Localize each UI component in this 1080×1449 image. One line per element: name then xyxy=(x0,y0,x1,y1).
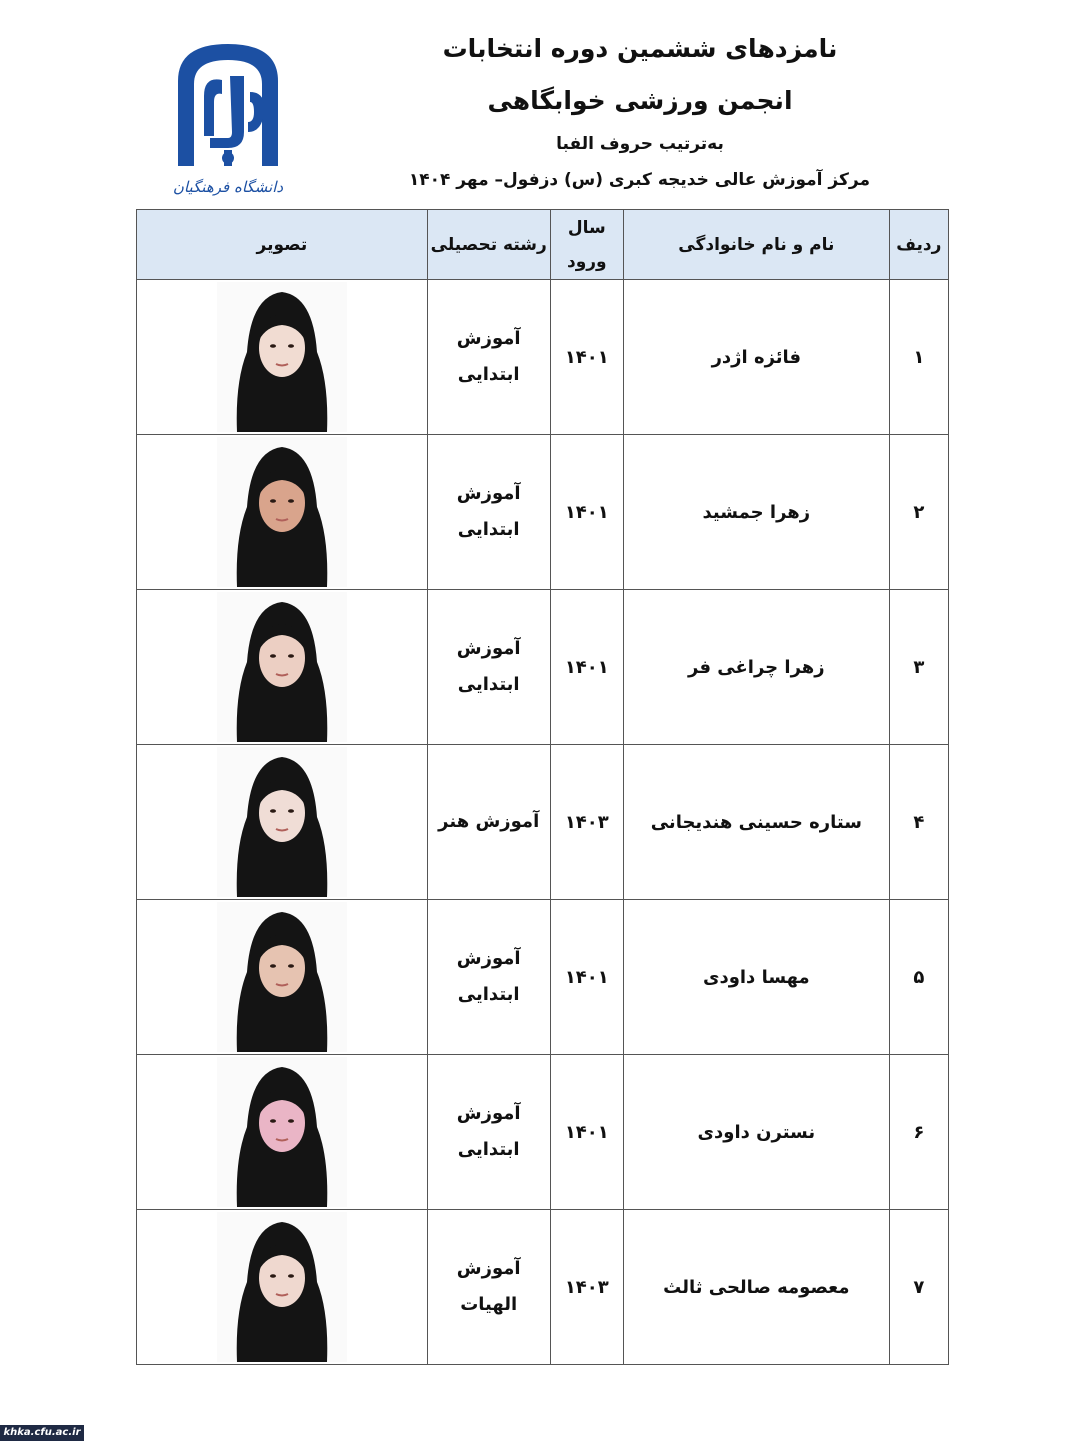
candidate-name: مهسا داودی xyxy=(624,900,890,1055)
portrait-hijab-icon xyxy=(217,902,347,1052)
candidate-photo xyxy=(217,902,347,1052)
field-line-2: ابتدایی xyxy=(457,519,520,540)
candidate-name: فائزه اژدر xyxy=(624,280,890,435)
photo-cell xyxy=(137,1055,428,1210)
field-line-2: ابتدایی xyxy=(457,364,520,385)
header-entry-year xyxy=(550,210,623,280)
entry-year: ۱۴۰۱ xyxy=(550,1055,623,1210)
portrait-hijab-icon xyxy=(217,1212,347,1362)
row-number: ۴ xyxy=(889,745,948,900)
candidate-name: نسترن داودی xyxy=(624,1055,890,1210)
photo-cell xyxy=(137,1210,428,1365)
field-line-2: ابتدایی xyxy=(457,984,520,1005)
portrait-hijab-icon xyxy=(217,747,347,897)
row-number: ۱ xyxy=(889,280,948,435)
subtitle: به‌ترتیب حروف الفبا xyxy=(556,134,724,154)
table-row xyxy=(137,745,949,900)
field-of-study xyxy=(427,435,550,590)
center-info: مرکز آموزش عالی خدیجه کبری (س) دزفول– مهر ۱۴۰۴ xyxy=(408,170,870,190)
table-row xyxy=(137,435,949,590)
table-row xyxy=(137,280,949,435)
portrait-hijab-icon xyxy=(217,592,347,742)
row-number: ۵ xyxy=(889,900,948,1055)
header-field-of-study: رشته تحصیلی xyxy=(427,210,550,280)
field-line-1: آموزش xyxy=(456,638,521,659)
photo-cell xyxy=(137,745,428,900)
candidate-photo xyxy=(217,1057,347,1207)
field-line-1: آموزش xyxy=(456,1103,521,1124)
table-row xyxy=(137,1210,949,1365)
entry-year: ۱۴۰۱ xyxy=(550,435,623,590)
entry-year: ۱۴۰۱ xyxy=(550,900,623,1055)
entry-year: ۱۴۰۳ xyxy=(550,1210,623,1365)
logo-caption: دانشگاه فرهنگیان xyxy=(172,178,284,196)
field-line-2: ابتدایی xyxy=(457,674,520,695)
table-row xyxy=(137,1055,949,1210)
portrait-hijab-icon xyxy=(217,437,347,587)
row-number: ۳ xyxy=(889,590,948,745)
row-number: ۲ xyxy=(889,435,948,590)
candidate-photo xyxy=(217,282,347,432)
table-row xyxy=(137,590,949,745)
field-line-1: آموزش هنر xyxy=(438,811,540,832)
table-body xyxy=(137,280,949,1365)
title-line-1: نامزدهای ششمین دوره انتخابات xyxy=(442,34,838,63)
field-of-study xyxy=(427,280,550,435)
entry-year: ۱۴۰۱ xyxy=(550,590,623,745)
row-number: ۷ xyxy=(889,1210,948,1365)
photo-cell xyxy=(137,590,428,745)
table-header xyxy=(137,210,949,280)
candidate-name: معصومه صالحی ثالث xyxy=(624,1210,890,1365)
entry-year: ۱۴۰۱ xyxy=(550,280,623,435)
field-line-1: آموزش xyxy=(456,483,521,504)
header-year-line-1: سال xyxy=(567,217,606,238)
header-row-number: ردیف xyxy=(889,210,948,280)
university-logo xyxy=(168,36,288,208)
candidates-table xyxy=(136,209,949,1365)
field-line-1: آموزش xyxy=(456,328,521,349)
portrait-hijab-icon xyxy=(217,282,347,432)
site-watermark: khka.cfu.ac.ir xyxy=(0,1425,84,1441)
photo-cell xyxy=(137,435,428,590)
field-line-1: آموزش الهیات xyxy=(456,1258,521,1315)
header-year-line-2: ورود xyxy=(566,251,607,272)
header-photo: تصویر xyxy=(137,210,428,280)
photo-cell xyxy=(137,900,428,1055)
farhangian-emblem-icon xyxy=(168,36,288,176)
entry-year: ۱۴۰۳ xyxy=(550,745,623,900)
candidate-name: زهرا جمشید xyxy=(624,435,890,590)
portrait-hijab-icon xyxy=(217,1057,347,1207)
candidate-photo xyxy=(217,1212,347,1362)
candidate-name: ستاره حسینی هندیجانی xyxy=(624,745,890,900)
candidate-photo xyxy=(217,747,347,897)
field-of-study xyxy=(427,1055,550,1210)
candidate-name: زهرا چراغی فر xyxy=(624,590,890,745)
field-of-study xyxy=(427,1210,550,1365)
row-number: ۶ xyxy=(889,1055,948,1210)
field-line-2: ابتدایی xyxy=(457,1139,520,1160)
field-of-study xyxy=(427,745,550,900)
header-full-name: نام و نام خانوادگی xyxy=(624,210,890,280)
photo-cell xyxy=(137,280,428,435)
field-of-study xyxy=(427,590,550,745)
field-line-1: آموزش xyxy=(456,948,521,969)
candidate-photo xyxy=(217,437,347,587)
field-of-study xyxy=(427,900,550,1055)
title-line-2: انجمن ورزشی خوابگاهی xyxy=(487,86,793,115)
candidate-photo xyxy=(217,592,347,742)
table-row xyxy=(137,900,949,1055)
